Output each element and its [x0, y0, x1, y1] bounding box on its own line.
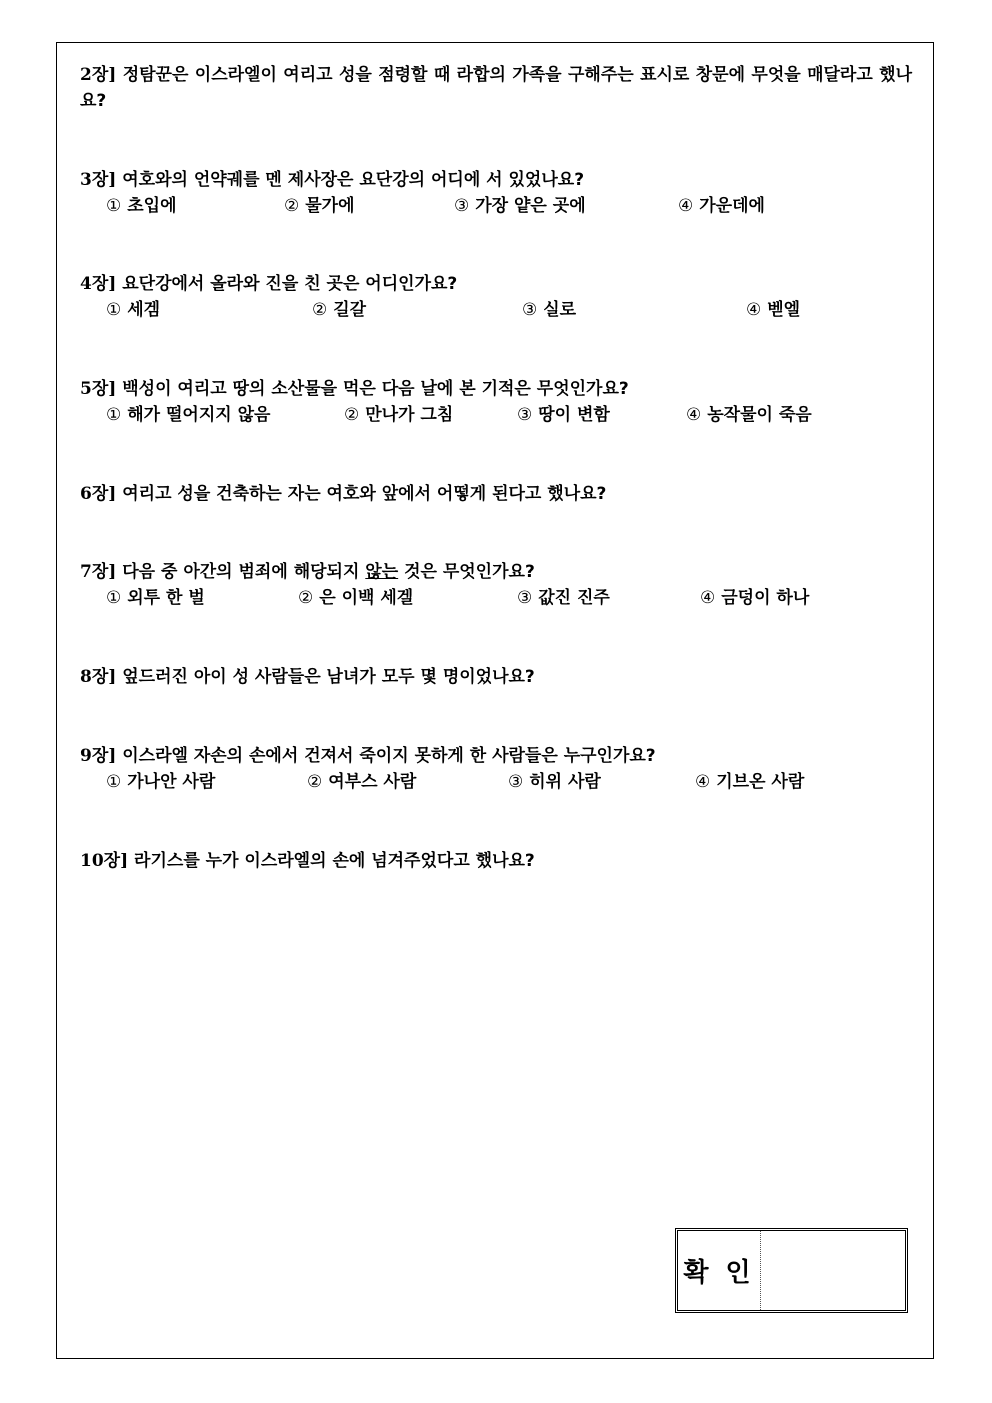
page-border	[56, 42, 934, 1359]
question-9-option-3[interactable]: ③ 히위 사람	[508, 772, 601, 792]
question-3-text: 3장] 여호와의 언약궤를 멘 제사장은 요단강의 어디에 서 있었나요?	[80, 170, 585, 190]
question-8	[80, 664, 912, 690]
question-4-option-3[interactable]: ③ 실로	[522, 300, 577, 320]
question-10-text: 10장] 라기스를 누가 이스라엘의 손에 넘겨주었다고 했나요?	[80, 851, 535, 871]
question-7-text: 7장] 다음 중 아간의 범죄에 해당되지 않는 것은 무엇인가요?	[80, 562, 535, 582]
question-3-option-1[interactable]: ① 초입에	[106, 196, 177, 216]
question-5-options	[80, 402, 912, 428]
question-7-option-3[interactable]: ③ 값진 진주	[517, 588, 610, 608]
confirm-signature-area[interactable]	[761, 1231, 905, 1310]
question-3-option-3[interactable]: ③ 가장 얕은 곳에	[454, 196, 586, 216]
question-4-option-1[interactable]: ① 세겜	[106, 300, 161, 320]
question-4	[80, 271, 912, 323]
question-6	[80, 481, 912, 507]
question-7-option-2[interactable]: ② 은 이백 세겔	[298, 588, 414, 608]
question-10	[80, 848, 912, 874]
question-4-options	[80, 297, 912, 323]
question-9-text: 9장] 이스라엘 자손의 손에서 건져서 죽이지 못하게 한 사람들은 누구인가요?	[80, 746, 656, 766]
confirm-label: 확 인	[678, 1231, 761, 1310]
question-5-option-1[interactable]: ① 해가 떨어지지 않음	[106, 405, 271, 425]
question-9-option-2[interactable]: ② 여부스 사람	[307, 772, 417, 792]
question-9-option-1[interactable]: ① 가나안 사람	[106, 772, 216, 792]
question-5-option-3[interactable]: ③ 땅이 변함	[517, 405, 610, 425]
question-9-option-4[interactable]: ④ 기브온 사람	[695, 772, 805, 792]
question-7-options	[80, 585, 912, 611]
question-3-option-4[interactable]: ④ 가운데에	[678, 196, 765, 216]
question-4-option-2[interactable]: ② 길갈	[312, 300, 367, 320]
question-3	[80, 167, 912, 219]
confirm-box	[675, 1228, 908, 1313]
question-7-option-1[interactable]: ① 외투 한 벌	[106, 588, 205, 608]
question-5	[80, 376, 912, 428]
question-5-option-2[interactable]: ② 만나가 그침	[344, 405, 454, 425]
question-8-text: 8장] 엎드러진 아이 성 사람들은 남녀가 모두 몇 명이었나요?	[80, 667, 535, 687]
question-4-text: 4장] 요단강에서 올라와 진을 친 곳은 어디인가요?	[80, 274, 458, 294]
question-9-options	[80, 769, 912, 795]
question-3-options	[80, 193, 912, 219]
question-3-option-2[interactable]: ② 물가에	[284, 196, 355, 216]
question-7-option-4[interactable]: ④ 금덩이 하나	[700, 588, 810, 608]
question-5-option-4[interactable]: ④ 농작물이 죽음	[686, 405, 812, 425]
question-2	[80, 62, 912, 114]
question-7	[80, 559, 912, 611]
question-9	[80, 743, 912, 795]
question-2-text: 2장] 정탐꾼은 이스라엘이 여리고 성을 점령할 때 라합의 가족을 구해주는 표시로 창문에 무엇을 매달라고 했나요?	[80, 65, 912, 111]
question-5-text: 5장] 백성이 여리고 땅의 소산물을 먹은 다음 날에 본 기적은 무엇인가요?	[80, 379, 629, 399]
question-6-text: 6장] 여리고 성을 건축하는 자는 여호와 앞에서 어떻게 된다고 했나요?	[80, 484, 607, 504]
question-4-option-4[interactable]: ④ 벧엘	[746, 300, 801, 320]
